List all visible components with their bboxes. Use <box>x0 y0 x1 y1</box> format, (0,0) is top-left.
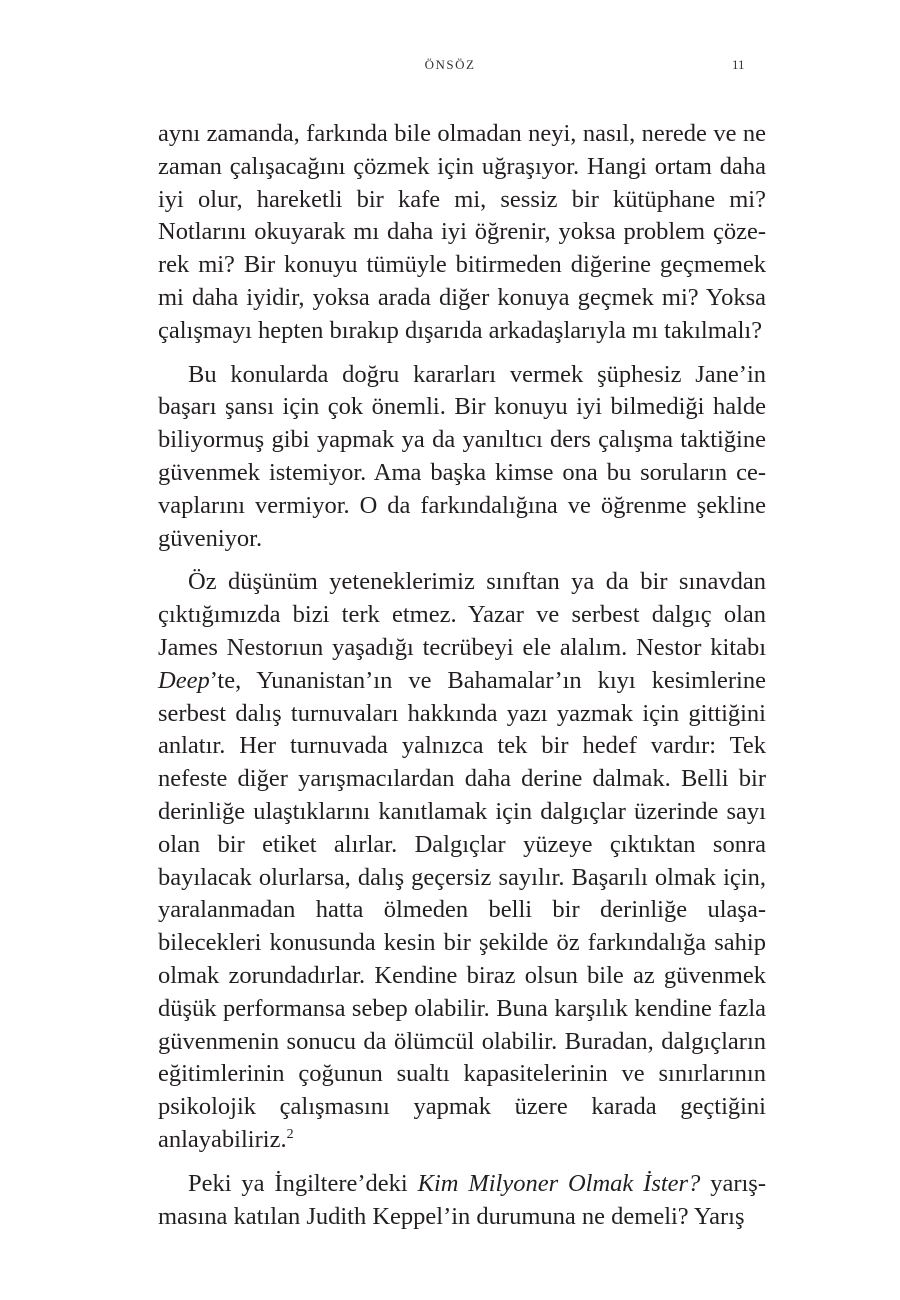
section-title: ÖNSÖZ <box>424 57 476 72</box>
paragraph-3 <box>158 566 766 1156</box>
page-number: 11 <box>732 57 745 72</box>
footnote-ref: 2 <box>286 1126 294 1142</box>
paragraph-2: Bu konularda doğru kararları vermek şüphesiz Jane’in başarı şansı için çok önemli. Bir konuyu iyi bilmediği halde biliyormuş gibi yapmak ya da yanıltıcı ders çalışma taktiğine güvenmek istemiyor. Ama başka kimse ona bu soruların cevaplarını vermiyor. O da farkındalığına ve öğrenme şekline güveniyor. <box>158 360 766 552</box>
book-title: Deep <box>158 666 210 694</box>
page-body <box>158 118 766 1233</box>
paragraph-1: aynı zamanda, farkında bile olmadan neyi, nasıl, nerede ve ne zaman çalışacağını çözmek için uğraşıyor. Hangi ortam daha iyi olur, hareketli bir kafe mi, sessiz bir kütüphane mi? Notlarını okuyarak mı daha iyi öğrenir, yoksa problem çözerek mi? Bir konuyu tümüyle bitirmeden diğerine geçmemek mi daha iyidir, yoksa arada diğer konuya geçmek mi? Yoksa çalışmayı hepten bırakıp dışarıda arkadaşlarıyla mı takılmalı? <box>158 120 766 344</box>
paragraph-4 <box>158 1168 766 1234</box>
show-title: Kim Milyoner Olmak İster? <box>417 1169 701 1197</box>
paragraph-4-text-a: Peki ya İngiltere’deki <box>188 1169 418 1197</box>
paragraph-3-text-a: Öz düşünüm yeteneklerimiz sınıftan ya da bir sınavdan çıktığımızda bizi terk etmez. Yazar ve serbest dalgıç olan James Nestorıun yaşadığı tecrübeyi ele alalım. Nestor kitabı <box>158 568 766 661</box>
paragraph-4-text-b: yarışmasına katılan Judith Keppel’in durumuna ne demeli? Yarış <box>158 1169 767 1230</box>
running-head <box>0 57 900 77</box>
paragraph-3-text-b: ’te, Yunanistan’ın ve Bahamalar’ın kıyı kesimlerine serbest dalış turnuvaları hakkında yazı yazmak için gittiğini anlatır. Her turnuvada yalnızca tek bir hedef vardır: Tek nefeste diğer yarışmacılardan daha derine dalmak. Belli bir derinliğe ulaştıklarını kanıtlamak için dalgıçlar üzerinde sayı olan bir etiket alırlar. Dalgıçlar yüzeye çıktıktan sonra bayılacak olurlarsa, dalış geçersiz sayılır. Başarılı olmak için, yaralanmadan hatta ölmeden belli bir derinliğe ulaşabilecekleri konusunda kesin bir şekilde öz farkındalığa sahip olmak zorundadırlar. Kendine biraz olsun bile az güvenmek düşük performansa sebep olabilir. Buna karşılık kendine fazla güvenmenin sonucu da ölümcül olabilir. Buradan, dalgıçların eğitimlerinin çoğunun sualtı kapasitelerinin ve sınırlarının psikolojik çalışmasını yapmak üzere karada geçtiğini anlayabiliriz. <box>158 666 766 1153</box>
